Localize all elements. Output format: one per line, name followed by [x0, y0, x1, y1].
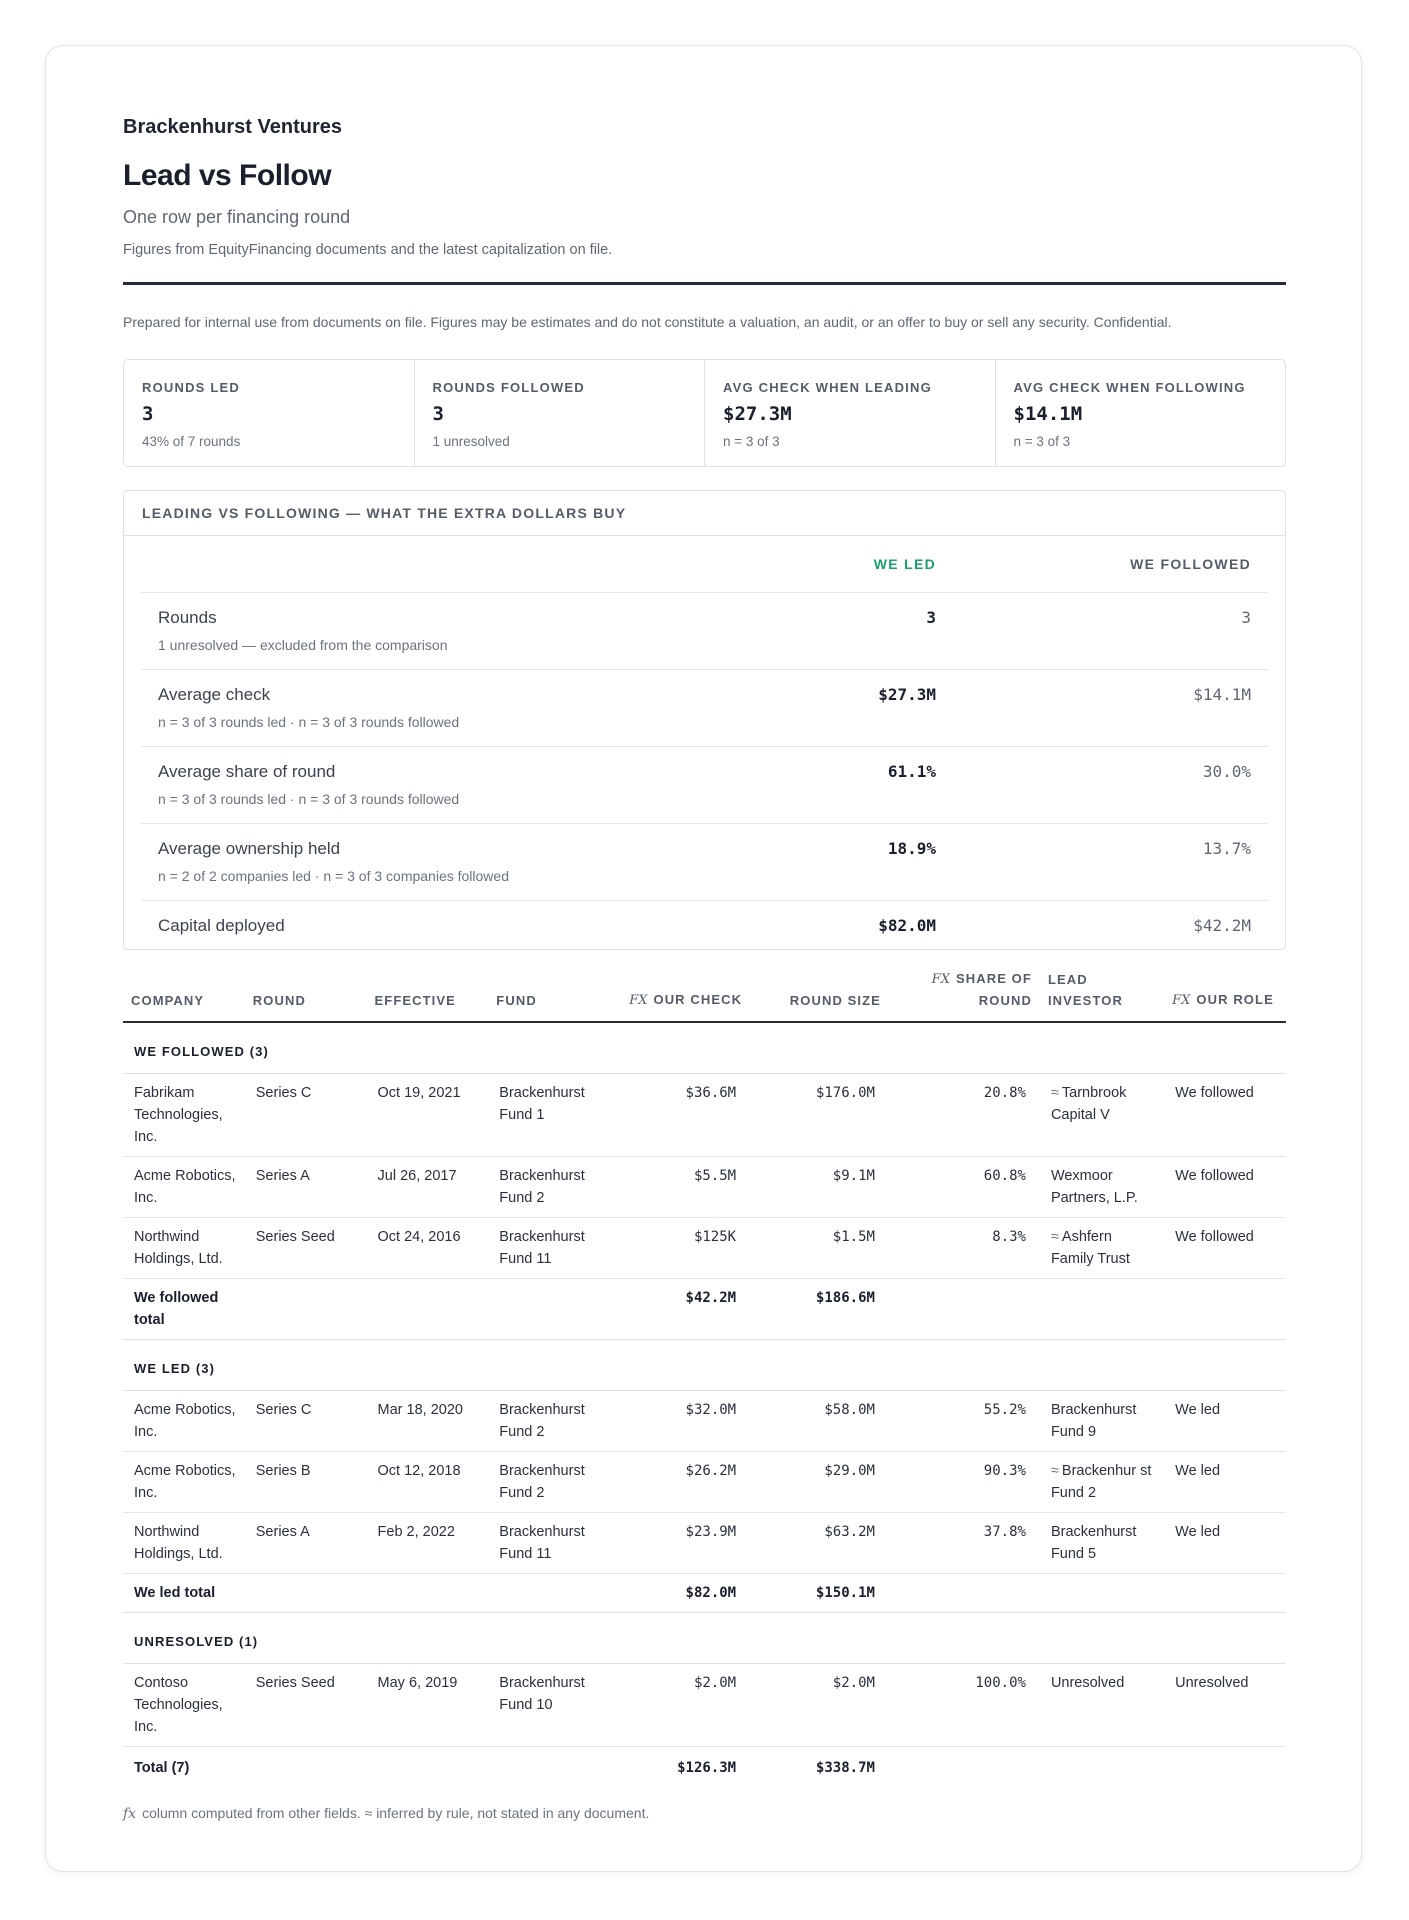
value-we-led: 3	[926, 608, 936, 627]
table-row[interactable]	[123, 1513, 1286, 1574]
empty-cell	[889, 1747, 1040, 1788]
cell-our-role: We followed	[1164, 1218, 1286, 1279]
value-we-led: 61.1%	[887, 762, 936, 781]
empty-cell	[367, 1574, 489, 1613]
col-effective[interactable]: EFFECTIVE	[367, 968, 489, 1022]
column-we-followed: WE FOLLOWED	[1130, 556, 1251, 572]
cell-our-role: We led	[1164, 1513, 1286, 1574]
comparison-note: n = 3 of 3 rounds led · n = 3 of 3 rounds followed	[158, 791, 460, 807]
comparison-body	[124, 536, 1285, 949]
cell-round: Series B	[245, 1452, 367, 1513]
cell-round-size: $63.2M	[750, 1513, 889, 1574]
value-we-led: 18.9%	[887, 839, 936, 858]
inferred-icon: ≈	[1050, 1229, 1059, 1245]
cell-our-check: $26.2M	[614, 1452, 750, 1513]
comparison-note: n = 3 of 3 rounds led · n = 3 of 3 rounds followed	[158, 714, 460, 730]
cell-round-size: $29.0M	[750, 1452, 889, 1513]
total-round-size: $150.1M	[750, 1574, 889, 1613]
cell-company: Acme Robotics, Inc.	[123, 1391, 245, 1452]
cell-round: Series A	[245, 1157, 367, 1218]
group-header	[123, 1022, 1286, 1074]
kpi-label: ROUNDS LED	[142, 380, 240, 395]
total-label: We followed total	[123, 1279, 245, 1340]
cell-round: Series C	[245, 1391, 367, 1452]
kpi-value: 3	[142, 403, 154, 425]
group-title: WE FOLLOWED (3)	[123, 1022, 1286, 1074]
col-round[interactable]: ROUND	[245, 968, 367, 1022]
lead-investor-text: Brackenhurst Fund 5	[1050, 1524, 1137, 1562]
total-our-check: $82.0M	[614, 1574, 750, 1613]
comparison-row	[141, 593, 1268, 670]
value-we-followed: 13.7%	[1202, 839, 1251, 858]
comparison-label-cell	[141, 839, 776, 887]
lead-investor-text: Tarnbrook Capital V	[1050, 1085, 1127, 1123]
comparison-rows	[141, 593, 1268, 949]
lead-investor-text: Brackenhurst Fund 9	[1050, 1402, 1137, 1440]
cell-company: Contoso Technologies, Inc.	[123, 1664, 245, 1747]
cell-round-size: $58.0M	[750, 1391, 889, 1452]
cell-share-of-round: 8.3%	[889, 1218, 1040, 1279]
comparison-metric: Capital deployed	[158, 916, 285, 935]
table-row[interactable]	[123, 1391, 1286, 1452]
report-body	[123, 116, 1286, 1822]
kpi-sub: n = 3 of 3	[723, 434, 780, 449]
table-row[interactable]	[123, 1157, 1286, 1218]
cell-round-size: $176.0M	[750, 1074, 889, 1157]
inferred-icon: ≈	[1050, 1085, 1059, 1101]
cell-fund: Brackenhurst Fund 1	[488, 1074, 613, 1157]
cell-our-role: We followed	[1164, 1074, 1286, 1157]
empty-cell	[1040, 1574, 1164, 1613]
comparison-metric: Average check	[158, 685, 271, 704]
comparison-row	[141, 824, 1268, 901]
group-title: WE LED (3)	[123, 1340, 1286, 1391]
kpi-avg-check-leading	[705, 360, 996, 466]
col-label: SHARE OF ROUND	[955, 971, 1032, 1008]
cell-lead-investor	[1040, 1074, 1164, 1157]
cell-company: Northwind Holdings, Ltd.	[123, 1513, 245, 1574]
value-we-followed: $42.2M	[1193, 916, 1251, 935]
empty-cell	[367, 1279, 489, 1340]
cell-fund: Brackenhurst Fund 2	[488, 1391, 613, 1452]
cell-fund: Brackenhurst Fund 11	[488, 1513, 613, 1574]
table-header	[123, 968, 1286, 1022]
comparison-row	[141, 747, 1268, 824]
group-header	[123, 1613, 1286, 1664]
empty-cell	[1164, 1279, 1286, 1340]
fx-icon: FX	[1172, 993, 1191, 1008]
cell-our-check: $5.5M	[614, 1157, 750, 1218]
empty-cell	[245, 1747, 367, 1788]
cell-round-size: $1.5M	[750, 1218, 889, 1279]
col-fund[interactable]: FUND	[488, 968, 613, 1022]
lead-investor-text: Unresolved	[1050, 1675, 1125, 1691]
report-card	[45, 45, 1362, 1872]
cell-fund: Brackenhurst Fund 2	[488, 1452, 613, 1513]
header-divider	[123, 282, 1286, 285]
comparison-note: 1 unresolved — excluded from the comparison	[158, 637, 448, 653]
cell-lead-investor	[1040, 1513, 1164, 1574]
kpi-rounds-led	[124, 360, 415, 466]
cell-effective: Oct 24, 2016	[367, 1218, 489, 1279]
comparison-note: n = 2 of 2 companies led · n = 3 of 3 companies followed	[158, 868, 509, 884]
comparison-label-cell	[141, 762, 776, 810]
cell-our-check: $23.9M	[614, 1513, 750, 1574]
col-lead-investor[interactable]: LEAD INVESTOR	[1040, 968, 1164, 1022]
cell-effective: May 6, 2019	[367, 1664, 489, 1747]
grand-total-label: Total (7)	[134, 1760, 190, 1776]
kpi-value: $14.1M	[1013, 403, 1083, 425]
empty-cell	[1164, 1747, 1286, 1788]
page-description: Figures from EquityFinancing documents and the latest capitalization on file.	[123, 242, 613, 258]
cell-round-size: $9.1M	[750, 1157, 889, 1218]
fx-icon: fx	[123, 1806, 137, 1822]
disclaimer: Prepared for internal use from documents on file. Figures may be estimates and do not constitute a valuation, an audit, or an offer to buy or sell any security. Confidential.	[123, 314, 1172, 330]
kpi-sub: 43% of 7 rounds	[142, 434, 241, 449]
table-row[interactable]	[123, 1452, 1286, 1513]
cell-effective: Oct 12, 2018	[367, 1452, 489, 1513]
cell-our-role: We led	[1164, 1391, 1286, 1452]
cell-our-check: $2.0M	[614, 1664, 750, 1747]
cell-lead-investor	[1040, 1157, 1164, 1218]
grand-total-round-size: $338.7M	[815, 1760, 875, 1776]
col-share-of-round[interactable]	[889, 968, 1040, 1022]
table-row[interactable]	[123, 1664, 1286, 1747]
kpi-label: AVG CHECK WHEN FOLLOWING	[1013, 380, 1246, 395]
empty-cell	[245, 1279, 367, 1340]
comparison-panel	[123, 490, 1286, 950]
group-total-row	[123, 1279, 1286, 1340]
col-label: OUR CHECK	[653, 992, 743, 1007]
col-our-check[interactable]	[614, 968, 750, 1022]
empty-cell	[889, 1279, 1040, 1340]
cell-effective: Feb 2, 2022	[367, 1513, 489, 1574]
cell-lead-investor	[1040, 1391, 1164, 1452]
inferred-icon: ≈	[1050, 1463, 1059, 1479]
total-label: We led total	[123, 1574, 245, 1613]
cell-share-of-round: 60.8%	[889, 1157, 1040, 1218]
comparison-metric: Average ownership held	[158, 839, 341, 858]
cell-effective: Oct 19, 2021	[367, 1074, 489, 1157]
empty-cell	[488, 1279, 613, 1340]
kpi-value: $27.3M	[723, 403, 792, 425]
value-we-followed: 3	[1241, 608, 1251, 627]
cell-share-of-round: 90.3%	[889, 1452, 1040, 1513]
cell-company: Fabrikam Technologies, Inc.	[123, 1074, 245, 1157]
lead-investor-text: Brackenhur st Fund 2	[1050, 1463, 1152, 1501]
comparison-metric: Average share of round	[158, 762, 336, 781]
table-body	[123, 1022, 1286, 1787]
page-subtitle: One row per financing round	[123, 207, 351, 227]
kpi-rounds-followed	[415, 360, 706, 466]
footnote-text: column computed from other fields. ≈ inferred by rule, not stated in any document.	[142, 1805, 650, 1821]
value-we-led: $27.3M	[878, 685, 936, 704]
empty-cell	[1040, 1279, 1164, 1340]
cell-fund: Brackenhurst Fund 2	[488, 1157, 613, 1218]
cell-round: Series Seed	[245, 1664, 367, 1747]
cell-our-role: We led	[1164, 1452, 1286, 1513]
col-round-size[interactable]: ROUND SIZE	[750, 968, 889, 1022]
table-row[interactable]	[123, 1074, 1286, 1157]
grand-total-row	[123, 1747, 1286, 1788]
cell-company: Northwind Holdings, Ltd.	[123, 1218, 245, 1279]
cell-effective: Mar 18, 2020	[367, 1391, 489, 1452]
cell-our-check: $36.6M	[614, 1074, 750, 1157]
cell-share-of-round: 20.8%	[889, 1074, 1040, 1157]
page-title: Lead vs Follow	[123, 159, 332, 192]
cell-fund: Brackenhurst Fund 10	[488, 1664, 613, 1747]
empty-cell	[488, 1747, 613, 1788]
grand-total-our-check: $126.3M	[677, 1760, 737, 1776]
comparison-metric: Rounds	[158, 608, 217, 627]
fx-icon: FX	[629, 993, 648, 1008]
cell-effective: Jul 26, 2017	[367, 1157, 489, 1218]
comparison-label-cell	[141, 685, 776, 733]
comparison-column-headers	[141, 536, 1268, 593]
cell-fund: Brackenhurst Fund 11	[488, 1218, 613, 1279]
kpi-strip	[123, 359, 1286, 467]
column-we-led: WE LED	[873, 556, 936, 572]
empty-cell	[889, 1574, 1040, 1613]
cell-round: Series Seed	[245, 1218, 367, 1279]
kpi-sub: 1 unresolved	[432, 434, 510, 449]
cell-lead-investor	[1040, 1218, 1164, 1279]
kpi-label: AVG CHECK WHEN LEADING	[723, 380, 932, 395]
empty-cell	[245, 1574, 367, 1613]
group-total-row	[123, 1574, 1286, 1613]
value-we-followed: 30.0%	[1202, 762, 1251, 781]
rounds-table	[123, 968, 1286, 1787]
cell-round: Series C	[245, 1074, 367, 1157]
comparison-row	[141, 901, 1268, 949]
empty-cell	[1040, 1747, 1164, 1788]
cell-round-size: $2.0M	[750, 1664, 889, 1747]
lead-investor-text: Wexmoor Partners, L.P.	[1050, 1168, 1138, 1206]
comparison-row	[141, 670, 1268, 747]
kpi-value: 3	[432, 403, 444, 425]
value-we-led: $82.0M	[878, 916, 936, 935]
empty-cell	[367, 1747, 489, 1788]
cell-round: Series A	[245, 1513, 367, 1574]
col-label: OUR ROLE	[1196, 992, 1274, 1007]
comparison-label-cell	[141, 916, 776, 936]
cell-company: Acme Robotics, Inc.	[123, 1157, 245, 1218]
fx-icon: FX	[931, 972, 950, 987]
cell-our-role: Unresolved	[1164, 1664, 1286, 1747]
col-company[interactable]: COMPANY	[123, 968, 245, 1022]
footnote	[123, 1805, 1286, 1822]
value-we-followed: $14.1M	[1193, 685, 1251, 704]
kpi-avg-check-following	[996, 360, 1286, 466]
kpi-sub: n = 3 of 3	[1013, 434, 1071, 449]
col-our-role[interactable]	[1164, 968, 1286, 1022]
group-title: UNRESOLVED (1)	[123, 1613, 1286, 1664]
lead-investor-text: Ashfern Family Trust	[1050, 1229, 1130, 1267]
cell-our-role: We followed	[1164, 1157, 1286, 1218]
empty-cell	[488, 1574, 613, 1613]
comparison-label-cell	[141, 608, 776, 656]
cell-share-of-round: 100.0%	[889, 1664, 1040, 1747]
cell-lead-investor	[1040, 1664, 1164, 1747]
cell-share-of-round: 37.8%	[889, 1513, 1040, 1574]
cell-our-check: $125K	[614, 1218, 750, 1279]
kpi-label: ROUNDS FOLLOWED	[432, 380, 585, 395]
group-header	[123, 1340, 1286, 1391]
cell-our-check: $32.0M	[614, 1391, 750, 1452]
empty-cell	[1164, 1574, 1286, 1613]
comparison-heading: LEADING VS FOLLOWING — WHAT THE EXTRA DOLLARS BUY	[124, 491, 1285, 536]
cell-share-of-round: 55.2%	[889, 1391, 1040, 1452]
cell-company: Acme Robotics, Inc.	[123, 1452, 245, 1513]
cell-lead-investor	[1040, 1452, 1164, 1513]
total-our-check: $42.2M	[614, 1279, 750, 1340]
brand-name: Brackenhurst Ventures	[123, 116, 342, 138]
table-row[interactable]	[123, 1218, 1286, 1279]
total-round-size: $186.6M	[750, 1279, 889, 1340]
